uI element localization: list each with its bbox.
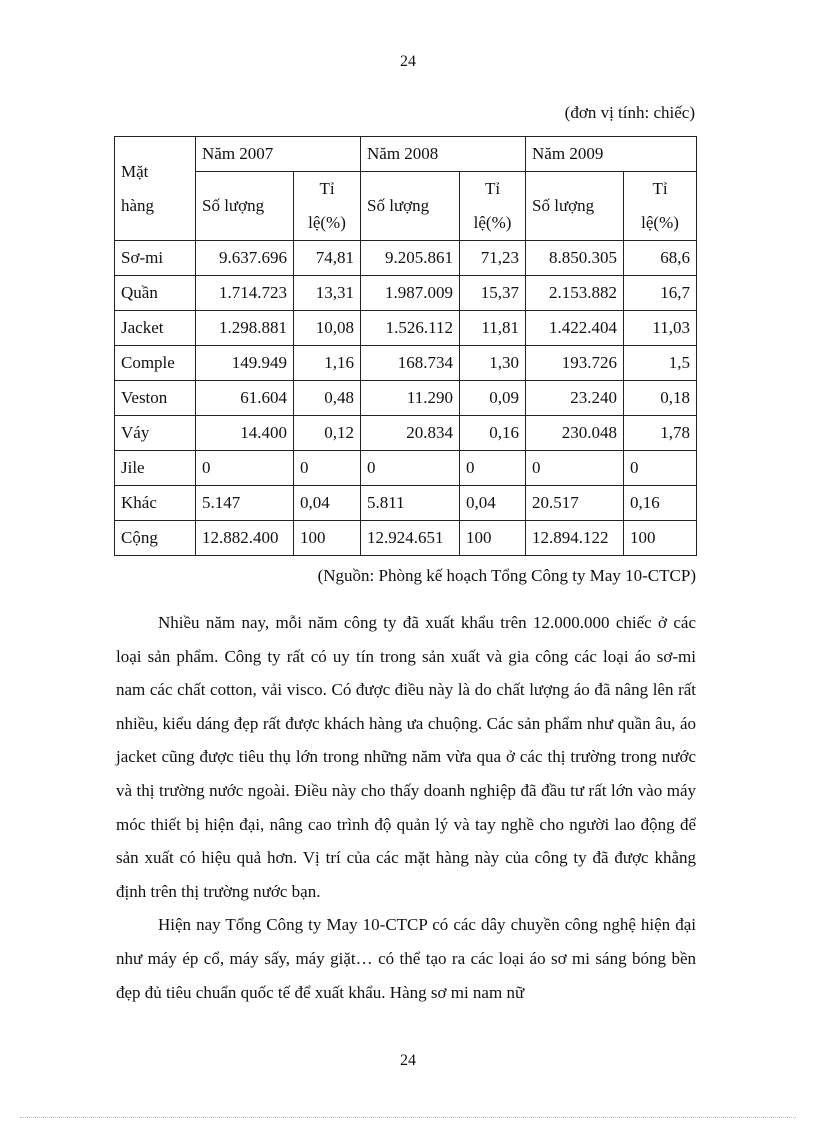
unit-label: (đơn vị tính: chiếc) [564,103,695,122]
table-row [115,311,697,346]
row-label: Comple [115,346,196,381]
year-header-row [115,137,697,172]
table-row [115,241,697,276]
year-header-2009: Năm 2009 [526,137,697,172]
quantity-cell: 20.834 [361,416,460,451]
item-header-cell [115,137,196,241]
ratio-cell: 100 [294,521,361,556]
paragraph: Hiện nay Tổng Công ty May 10-CTCP có các dây chuyền công nghệ hiện đại như máy ép cổ, máy sấy, máy giặt… có thể tạo ra các loại áo sơ mi sáng bóng bền đẹp đủ tiêu chuẩn quốc tế để xuất khẩu. Hàng sơ mi nam nữ [116,915,696,1002]
production-table [114,136,697,556]
item-header-line1: Mặt [121,161,149,181]
ratio-cell: 0,04 [294,486,361,521]
ratio-header-line2: lệ(%) [641,213,679,232]
ratio-header [460,172,526,241]
year-header-2007: Năm 2007 [196,137,361,172]
body-text [116,606,696,1009]
quantity-cell: 0 [361,451,460,486]
row-label: Cộng [115,521,196,556]
subheader-row [115,172,697,241]
quantity-cell: 20.517 [526,486,624,521]
ratio-cell: 0 [294,451,361,486]
ratio-cell: 0 [624,451,697,486]
quantity-cell: 5.147 [196,486,294,521]
year-header-2008: Năm 2008 [361,137,526,172]
ratio-header-line2: lệ(%) [308,213,346,232]
quantity-cell: 12.894.122 [526,521,624,556]
quantity-cell: 9.205.861 [361,241,460,276]
page-edge-divider [20,1117,796,1118]
quantity-cell: 14.400 [196,416,294,451]
ratio-cell: 1,30 [460,346,526,381]
ratio-cell: 15,37 [460,276,526,311]
ratio-cell: 1,16 [294,346,361,381]
ratio-cell: 0,18 [624,381,697,416]
quantity-cell: 5.811 [361,486,460,521]
ratio-cell: 16,7 [624,276,697,311]
quantity-cell: 0 [526,451,624,486]
ratio-header-line1: Tỉ [484,179,501,198]
ratio-cell: 0,16 [460,416,526,451]
quantity-cell: 1.714.723 [196,276,294,311]
ratio-header [624,172,697,241]
quantity-cell: 1.526.112 [361,311,460,346]
row-label: Veston [115,381,196,416]
row-label: Jacket [115,311,196,346]
qty-header: Số lượng [196,172,294,241]
table-source: (Nguồn: Phòng kế hoạch Tổng Công ty May 10-CTCP) [317,566,696,585]
ratio-header-line1: Tỉ [652,179,668,198]
row-label: Váy [115,416,196,451]
ratio-cell: 0,09 [460,381,526,416]
item-header-line2: hàng [121,195,155,215]
ratio-cell: 1,78 [624,416,697,451]
page-number-top: 24 [400,53,416,70]
ratio-cell: 0,48 [294,381,361,416]
ratio-cell: 68,6 [624,241,697,276]
table-row [115,346,697,381]
ratio-cell: 100 [460,521,526,556]
ratio-header-line2: lệ(%) [473,213,512,232]
table-row [115,451,697,486]
quantity-cell: 1.987.009 [361,276,460,311]
ratio-header [294,172,361,241]
table-row [115,381,697,416]
table-row [115,416,697,451]
quantity-cell: 23.240 [526,381,624,416]
paragraph: Nhiều năm nay, mỗi năm công ty đã xuất khẩu trên 12.000.000 chiếc ở các loại sản phẩm. Công ty rất có uy tín trong sản xuất và gia công các loại áo sơ-mi nam các chất cotton, vải visco. Có được điều này là do chất lượng áo đã nâng lên rất nhiều, kiểu dáng đẹp rất được khách hàng ưa chuộng. Các sản phẩm như quần âu, áo jacket cũng được tiêu thụ lớn trong những năm vừa qua ở các thị trường trong nước và thị trường nước ngoài. Điều này cho thấy doanh nghiệp đã đầu tư rất lớn vào máy móc thiết bị hiện đại, nâng cao trình độ quản lý và tay nghề cho người lao động để sản xuất có hiệu quả hơn. Vị trí của các mặt hàng này của công ty đã được khẳng định trên thị trường nước bạn. [116,613,696,901]
quantity-cell: 0 [196,451,294,486]
qty-header: Số lượng [361,172,460,241]
row-label: Jile [115,451,196,486]
ratio-cell: 74,81 [294,241,361,276]
ratio-cell: 0,12 [294,416,361,451]
ratio-cell: 11,03 [624,311,697,346]
quantity-cell: 2.153.882 [526,276,624,311]
qty-header: Số lượng [526,172,624,241]
quantity-cell: 8.850.305 [526,241,624,276]
quantity-cell: 193.726 [526,346,624,381]
quantity-cell: 149.949 [196,346,294,381]
table-row [115,486,697,521]
quantity-cell: 1.422.404 [526,311,624,346]
row-label: Khác [115,486,196,521]
quantity-cell: 61.604 [196,381,294,416]
ratio-cell: 0 [460,451,526,486]
ratio-cell: 10,08 [294,311,361,346]
quantity-cell: 1.298.881 [196,311,294,346]
row-label: Sơ-mi [115,241,196,276]
ratio-cell: 0,04 [460,486,526,521]
quantity-cell: 9.637.696 [196,241,294,276]
page-number-bottom: 24 [400,1052,416,1069]
quantity-cell: 11.290 [361,381,460,416]
ratio-cell: 0,16 [624,486,697,521]
row-label: Quần [115,276,196,311]
ratio-cell: 100 [624,521,697,556]
ratio-cell: 1,5 [624,346,697,381]
table-row [115,276,697,311]
ratio-cell: 11,81 [460,311,526,346]
ratio-header-line1: Tỉ [319,179,335,198]
quantity-cell: 12.882.400 [196,521,294,556]
quantity-cell: 230.048 [526,416,624,451]
quantity-cell: 168.734 [361,346,460,381]
table-row [115,521,697,556]
ratio-cell: 71,23 [460,241,526,276]
ratio-cell: 13,31 [294,276,361,311]
quantity-cell: 12.924.651 [361,521,460,556]
